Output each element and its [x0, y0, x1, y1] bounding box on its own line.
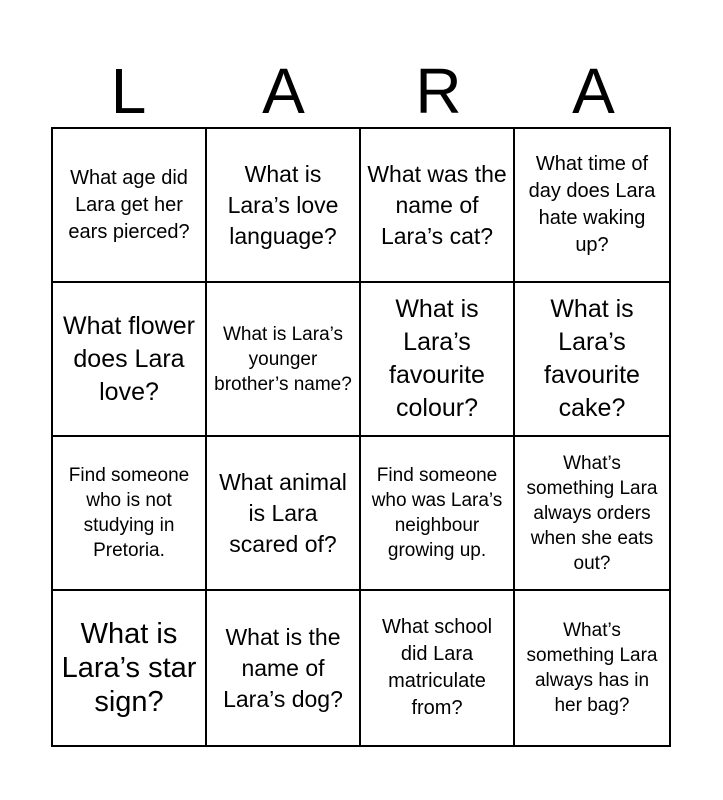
bingo-cell-text: What’s something Lara always has in her bag? — [526, 620, 658, 716]
bingo-cell[interactable] — [53, 591, 207, 745]
bingo-cell[interactable] — [361, 129, 515, 283]
bingo-cell-text: What school did Lara matriculate from? — [381, 616, 493, 719]
bingo-cell[interactable] — [515, 129, 669, 283]
bingo-cell-text: What is Lara’s younger brother’s name? — [214, 323, 352, 395]
bingo-cell-text: Find someone who is not studying in Pretoria. — [68, 465, 190, 561]
bingo-cell[interactable] — [361, 437, 515, 591]
bingo-cell[interactable] — [53, 283, 207, 437]
bingo-cell[interactable] — [207, 591, 361, 745]
bingo-cell-text: What is Lara’s favourite cake? — [544, 295, 640, 422]
bingo-title — [51, 56, 671, 126]
bingo-cell[interactable] — [53, 437, 207, 591]
bingo-cell-text: What time of day does Lara hate waking up? — [528, 153, 656, 256]
title-letter: L — [110, 55, 147, 127]
bingo-cell-text: What’s something Lara always orders when she eats out? — [526, 452, 658, 574]
title-letter: A — [572, 55, 615, 127]
bingo-cell-text: What is Lara’s star sign? — [61, 618, 197, 718]
bingo-cell[interactable] — [207, 437, 361, 591]
bingo-cell-text: What flower does Lara love? — [63, 311, 195, 406]
bingo-cell-text: Find someone who was Lara’s neighbour growing up. — [371, 465, 503, 561]
bingo-cell[interactable] — [53, 129, 207, 283]
bingo-cell-text: What is the name of Lara’s dog? — [223, 623, 343, 712]
bingo-cell[interactable] — [207, 129, 361, 283]
bingo-cell[interactable] — [515, 283, 669, 437]
bingo-cell-text: What is Lara’s favourite colour? — [389, 295, 485, 422]
bingo-board — [51, 127, 671, 747]
bingo-cell[interactable] — [361, 591, 515, 745]
bingo-cell-text: What age did Lara get her ears pierced? — [68, 166, 190, 243]
bingo-cell-text: What was the name of Lara’s cat? — [367, 160, 507, 249]
bingo-cell[interactable] — [361, 283, 515, 437]
title-letter: R — [415, 55, 462, 127]
bingo-cell-text: What is Lara’s love language? — [227, 160, 339, 249]
bingo-cell[interactable] — [515, 591, 669, 745]
bingo-cell[interactable] — [207, 283, 361, 437]
title-letter: A — [262, 55, 305, 127]
bingo-cell[interactable] — [515, 437, 669, 591]
bingo-cell-text: What animal is Lara scared of? — [219, 468, 347, 557]
